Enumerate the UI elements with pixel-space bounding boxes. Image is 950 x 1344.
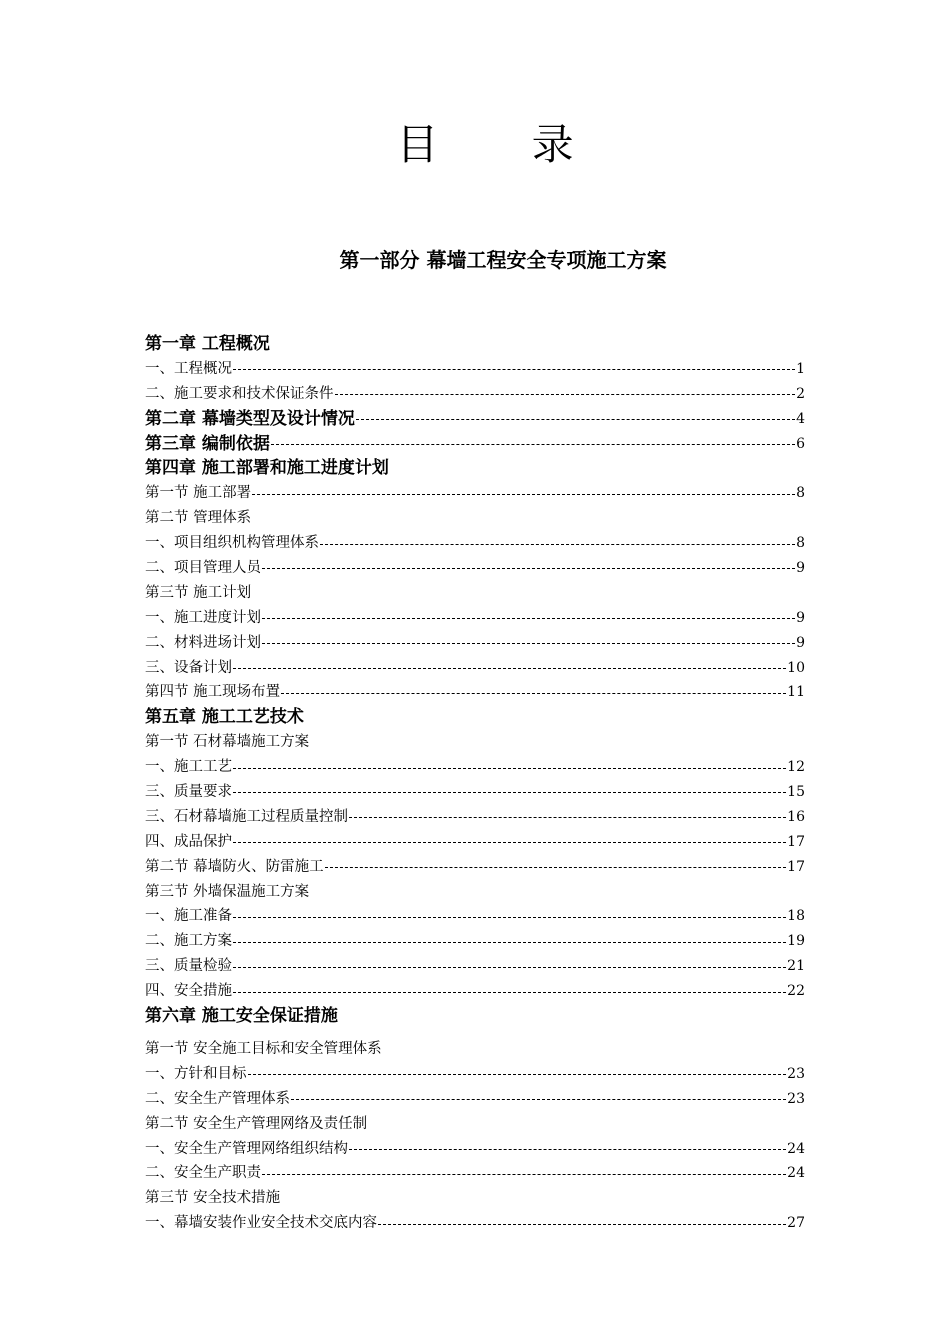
toc-page-number: 21: [787, 958, 805, 975]
toc-page-number: 15: [787, 784, 805, 801]
toc-chapter[interactable]: [145, 332, 805, 357]
toc-entry-label: 一、安全生产管理网络组织结构: [145, 1140, 348, 1157]
toc-entry-label: 一、施工进度计划: [145, 609, 261, 626]
toc-leader: [349, 1148, 786, 1150]
toc-page-number: 2: [796, 385, 805, 402]
toc-leader: [262, 617, 795, 619]
toc-entry-label: 一、项目组织机构管理体系: [145, 535, 319, 552]
toc-entry-label: 第三节 外墙保温施工方案: [145, 883, 310, 900]
toc-entry[interactable]: [145, 954, 805, 979]
toc-leader: [281, 692, 786, 694]
toc-leader: [233, 841, 786, 843]
toc-page-number: 27: [787, 1215, 805, 1232]
toc-entry-label: 三、质量要求: [145, 784, 232, 801]
toc-page-number: 6: [796, 435, 805, 452]
toc-entry[interactable]: [145, 631, 805, 656]
toc-entry[interactable]: [145, 1087, 805, 1112]
toc-leader: [233, 941, 786, 943]
toc-spacer: [145, 1029, 805, 1037]
toc-entry[interactable]: [145, 680, 805, 705]
toc-entry-label: 第六章 施工安全保证措施: [145, 1006, 338, 1027]
page-title: 目 录: [396, 120, 614, 169]
toc-page-number: 17: [787, 833, 805, 850]
toc-entry-label: 二、施工要求和技术保证条件: [145, 385, 334, 402]
toc-entry[interactable]: [145, 506, 805, 531]
toc-entry[interactable]: [145, 755, 805, 780]
toc-entry[interactable]: [145, 1062, 805, 1087]
toc-leader: [233, 991, 786, 993]
toc-page-number: 8: [796, 485, 805, 502]
toc-entry-label: 第五章 施工工艺技术: [145, 707, 304, 728]
toc-page-number: 9: [796, 560, 805, 577]
toc-entry-label: 一、施工准备: [145, 908, 232, 925]
toc-entry-label: 一、施工工艺: [145, 759, 232, 776]
toc-leader: [291, 1098, 786, 1100]
toc-entry-label: 第一节 石材幕墙施工方案: [145, 734, 310, 751]
toc-leader: [248, 1073, 787, 1075]
toc-leader: [335, 393, 796, 395]
toc-page-number: 9: [796, 609, 805, 626]
toc-page-number: 8: [796, 535, 805, 552]
toc-entry[interactable]: [145, 531, 805, 556]
toc-page-number: 19: [787, 933, 805, 950]
toc-page-number: 23: [787, 1090, 805, 1107]
toc-leader: [325, 866, 787, 868]
toc-leader: [233, 667, 786, 669]
toc-entry-label: 第三节 施工计划: [145, 584, 252, 601]
toc-leader: [262, 642, 795, 644]
toc-page-number: 4: [796, 410, 805, 427]
toc-chapter[interactable]: [145, 456, 805, 481]
toc-entry[interactable]: [145, 929, 805, 954]
toc-entry-label: 三、石材幕墙施工过程质量控制: [145, 808, 348, 825]
table-of-contents: [145, 332, 805, 1236]
toc-entry-label: 第二章 幕墙类型及设计情况: [145, 408, 355, 429]
toc-page-number: 9: [796, 634, 805, 651]
part-title: 第一部分 幕墙工程安全专项施工方案: [339, 248, 667, 272]
toc-page-number: 1: [796, 360, 805, 377]
toc-leader: [233, 368, 795, 370]
toc-entry-label: 第一章 工程概况: [145, 334, 270, 354]
toc-leader: [233, 767, 786, 769]
toc-page-number: 22: [787, 983, 805, 1000]
toc-entry[interactable]: [145, 556, 805, 581]
toc-leader: [233, 791, 786, 793]
toc-chapter[interactable]: [145, 1004, 805, 1029]
toc-entry[interactable]: [145, 382, 805, 407]
toc-page-number: 11: [787, 684, 805, 701]
toc-entry[interactable]: [145, 1211, 805, 1236]
toc-entry[interactable]: [145, 656, 805, 681]
toc-entry[interactable]: [145, 481, 805, 506]
toc-entry-label: 一、工程概况: [145, 360, 232, 377]
toc-chapter[interactable]: [145, 705, 805, 730]
toc-entry-label: 二、项目管理人员: [145, 560, 261, 577]
toc-entry[interactable]: [145, 730, 805, 755]
toc-leader: [233, 916, 786, 918]
toc-page-number: 12: [787, 759, 805, 776]
toc-entry[interactable]: [145, 1137, 805, 1162]
toc-leader: [320, 543, 795, 545]
toc-entry-label: 第三章 编制依据: [145, 433, 270, 454]
toc-entry[interactable]: [145, 1037, 805, 1062]
toc-leader: [356, 418, 795, 420]
toc-entry-label: 三、质量检验: [145, 958, 232, 975]
toc-entry[interactable]: [145, 880, 805, 905]
toc-entry[interactable]: [145, 1161, 805, 1186]
toc-entry[interactable]: [145, 830, 805, 855]
toc-entry-label: 第一节 施工部署: [145, 485, 252, 502]
toc-entry[interactable]: [145, 855, 805, 880]
toc-page-number: 24: [787, 1165, 805, 1182]
toc-entry[interactable]: [145, 1186, 805, 1211]
toc-chapter[interactable]: [145, 432, 805, 457]
toc-entry-label: 一、幕墙安装作业安全技术交底内容: [145, 1215, 377, 1232]
toc-entry[interactable]: [145, 805, 805, 830]
toc-leader: [252, 493, 795, 495]
toc-entry-label: 二、材料进场计划: [145, 634, 261, 651]
toc-leader: [262, 1173, 786, 1175]
toc-page-number: 10: [787, 659, 805, 676]
toc-page-number: 18: [787, 908, 805, 925]
toc-leader: [233, 966, 786, 968]
toc-entry-label: 一、方针和目标: [145, 1065, 247, 1082]
toc-leader: [378, 1223, 786, 1225]
toc-entry-label: 三、设备计划: [145, 659, 232, 676]
toc-entry-label: 第三节 安全技术措施: [145, 1190, 281, 1207]
toc-leader: [349, 816, 786, 818]
toc-entry-label: 四、成品保护: [145, 833, 232, 850]
toc-entry-label: 四、安全措施: [145, 983, 232, 1000]
toc-entry[interactable]: [145, 904, 805, 929]
toc-leader: [271, 443, 795, 445]
toc-chapter[interactable]: [145, 407, 805, 432]
toc-entry-label: 第一节 安全施工目标和安全管理体系: [145, 1040, 382, 1057]
toc-page-number: 16: [787, 808, 805, 825]
toc-page-number: 24: [787, 1140, 805, 1157]
toc-entry-label: 第二节 管理体系: [145, 510, 252, 527]
toc-entry-label: 二、安全生产职责: [145, 1165, 261, 1182]
toc-page-number: 23: [787, 1065, 805, 1082]
toc-entry[interactable]: [145, 780, 805, 805]
toc-entry[interactable]: [145, 1112, 805, 1137]
toc-entry[interactable]: [145, 357, 805, 382]
toc-entry[interactable]: [145, 979, 805, 1004]
toc-leader: [262, 567, 795, 569]
toc-entry-label: 第二节 幕墙防火、防雷施工: [145, 858, 324, 875]
toc-entry-label: 二、施工方案: [145, 933, 232, 950]
toc-entry-label: 二、安全生产管理体系: [145, 1090, 290, 1107]
toc-page-number: 17: [787, 858, 805, 875]
toc-entry[interactable]: [145, 606, 805, 631]
toc-entry[interactable]: [145, 581, 805, 606]
toc-entry-label: 第四章 施工部署和施工进度计划: [145, 458, 389, 479]
toc-entry-label: 第四节 施工现场布置: [145, 684, 281, 701]
toc-entry-label: 第二节 安全生产管理网络及责任制: [145, 1115, 368, 1132]
